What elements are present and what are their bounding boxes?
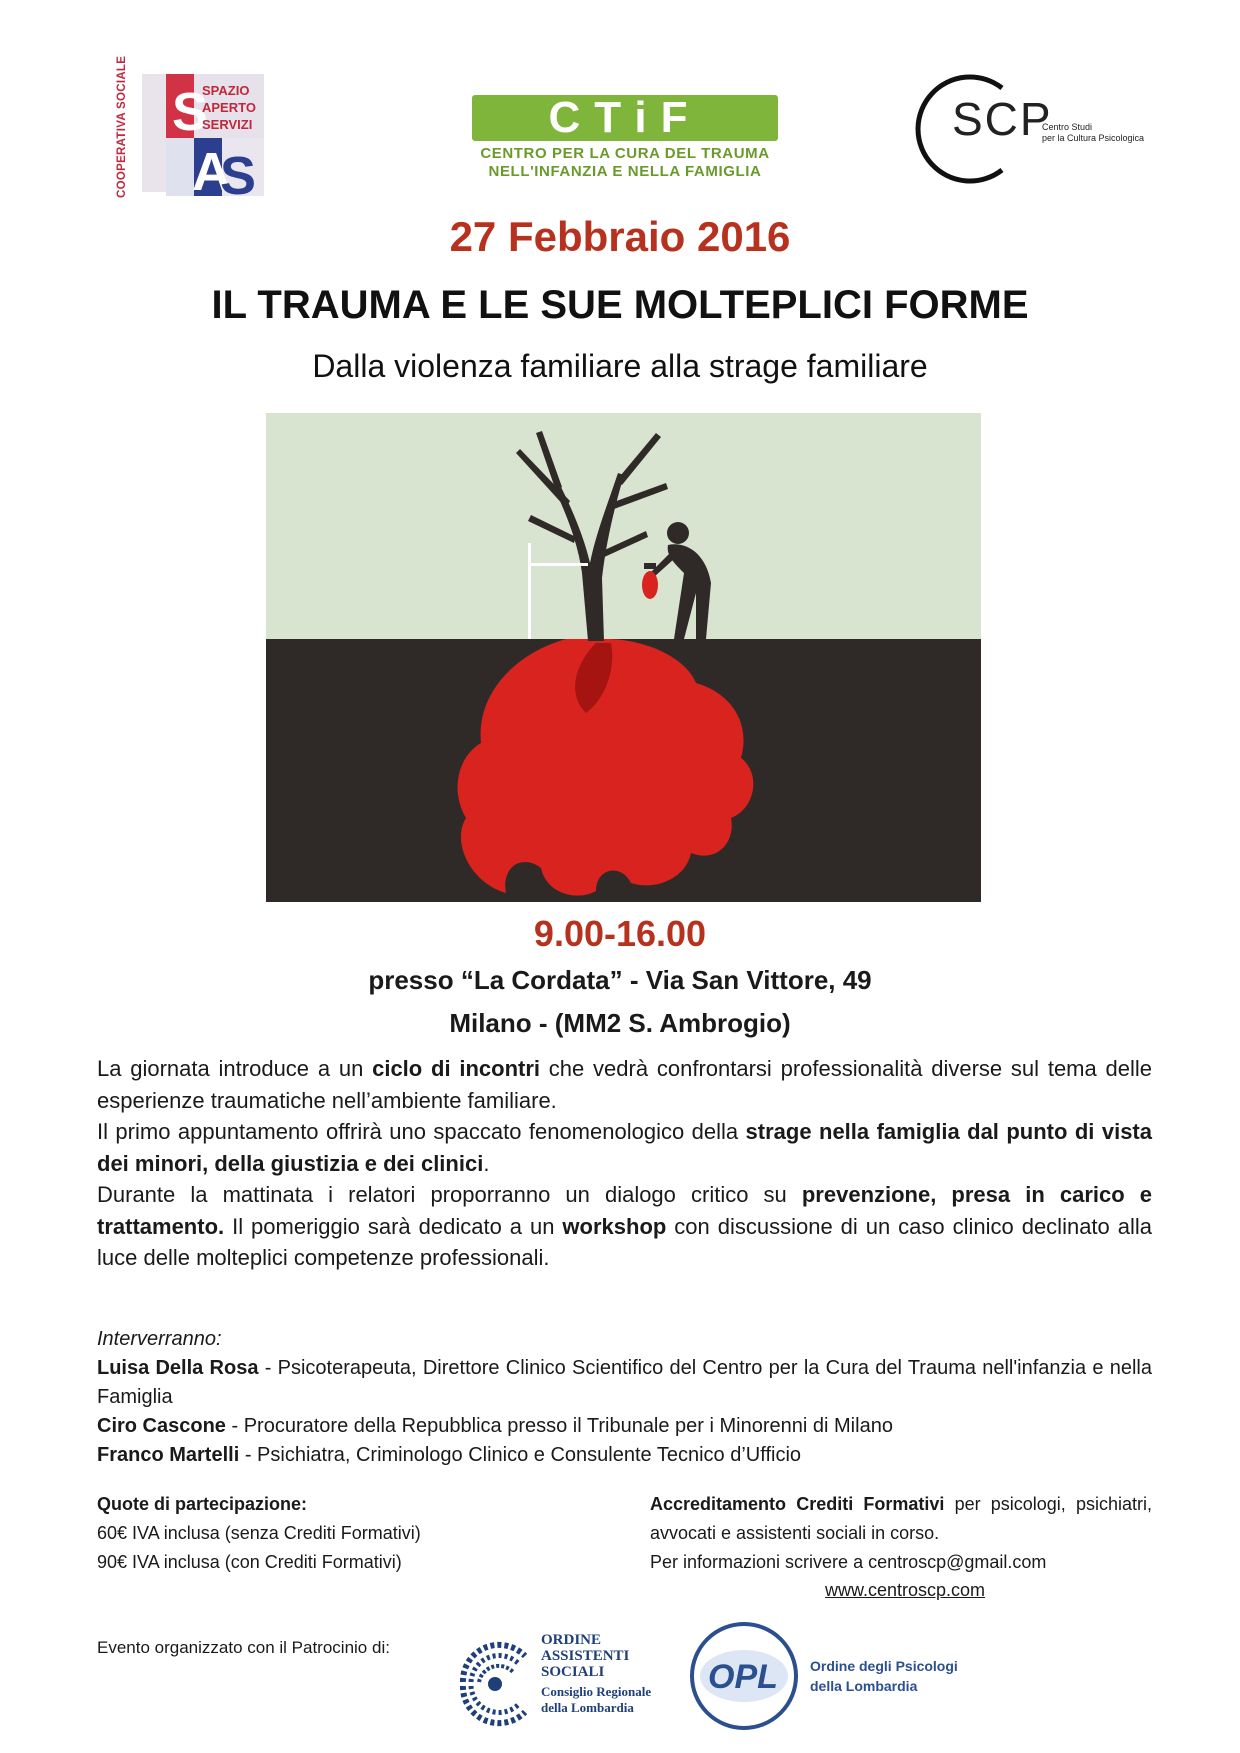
intro-p1-b: ciclo di incontri: [372, 1056, 541, 1081]
ctif-logo: [472, 95, 778, 180]
speakers-list: [97, 1325, 1152, 1470]
opl-line1: Ordine degli Psicologi: [810, 1658, 958, 1674]
sas-word-3: SERVIZI: [202, 117, 253, 132]
svg-text:A: A: [192, 142, 231, 200]
intro-p2-b: strage nella famiglia dal punto di vista dei minori, della giustizia e dei clinici: [97, 1119, 1152, 1176]
opl-logo: [688, 1620, 978, 1732]
intro-p3-d: workshop: [562, 1213, 667, 1239]
oas-line2: ASSISTENTI: [541, 1648, 630, 1664]
speakers-heading: Interverranno:: [97, 1328, 222, 1350]
cscp-sub-line1: Centro Studi: [1042, 122, 1093, 132]
sas-logo: [116, 55, 268, 200]
fee-line-2: 90€ IVA inclusa (con Crediti Formativi): [97, 1552, 402, 1572]
event-date: 27 Febbraio 2016: [449, 213, 791, 260]
opl-emblem-icon: [688, 1620, 800, 1732]
oas-text: [541, 1632, 651, 1716]
oas-line5: della Lombardia: [541, 1700, 634, 1715]
opl-text: [810, 1656, 958, 1696]
cscp-subtitle: [1042, 122, 1144, 144]
sas-vertical-text: COOPERATIVA SOCIALE: [116, 55, 128, 198]
ctif-line1: CENTRO PER LA CURA DEL TRAUMA: [480, 145, 770, 162]
fees-heading: Quote di partecipazione:: [97, 1494, 308, 1514]
accreditation-bold: Accreditamento Crediti Formativi: [650, 1494, 945, 1514]
speaker-role: - Procuratore della Repubblica presso il Tribunale per i Minorenni di Milano: [225, 1415, 893, 1437]
accreditation-desc: per psicologi, psichiatri, avvocati e assistenti sociali in corso.: [650, 1494, 1152, 1543]
oas-line4: Consiglio Regionale: [541, 1684, 652, 1699]
speaker-item: [97, 1441, 1152, 1470]
website-link[interactable]: www.centroscp.com: [825, 1580, 986, 1600]
speaker-item: [97, 1412, 1152, 1441]
accreditation-text: [650, 1490, 1152, 1548]
accreditation-block: [650, 1490, 1152, 1577]
opl-line2: della Lombardia: [810, 1678, 918, 1694]
speaker-role: - Psicoterapeuta, Direttore Clinico Scientifico del Centro per la Cura del Trauma nell'infanzia e nella Famiglia: [97, 1357, 1152, 1408]
intro-p3-e: con discussione di un caso clinico declinato alla luce delle molteplici competenze professionali.: [97, 1213, 1152, 1270]
speaker-name: Luisa Della Rosa: [97, 1357, 259, 1379]
oas-logo: [455, 1630, 685, 1730]
page-subtitle: Dalla violenza familiare alla strage familiare: [312, 348, 928, 384]
cscp-letters: SCP: [952, 93, 1053, 145]
intro-p2-a: Il primo appuntamento offrirà uno spaccato fenomenologico della: [97, 1119, 746, 1144]
cscp-sub-line2: per la Cultura Psicologica: [1042, 133, 1145, 143]
oas-line1: ORDINE: [541, 1632, 602, 1648]
intro-p3-b: prevenzione, presa in carico e trattamento.: [97, 1182, 1152, 1239]
intro-p3-c: Il pomeriggio sarà dedicato a un: [224, 1213, 563, 1239]
tree-fire-illustration: [266, 413, 981, 902]
svg-text:S: S: [172, 82, 209, 142]
speaker-item: [97, 1354, 1152, 1412]
fees-block: [97, 1490, 597, 1577]
speaker-name: Ciro Cascone: [97, 1415, 226, 1437]
oas-emblem-icon: [455, 1634, 535, 1730]
page-title: IL TRAUMA E LE SUE MOLTEPLICI FORME: [211, 283, 1029, 327]
fee-line-1: 60€ IVA inclusa (senza Crediti Formativi): [97, 1523, 421, 1543]
ctif-line2: NELL'INFANZIA E NELLA FAMIGLIA: [488, 163, 762, 180]
ctif-letters: CTiF: [472, 95, 778, 141]
oas-line3: SOCIALI: [541, 1664, 605, 1680]
speaker-name: Franco Martelli: [97, 1444, 240, 1466]
intro-text: [97, 1053, 1152, 1274]
intro-p1-a: La giornata introduce a un: [97, 1056, 373, 1081]
intro-p3-a: Durante la mattinata i relatori proporranno un dialogo critico su: [97, 1182, 802, 1207]
svg-text:S: S: [220, 146, 257, 200]
illustration-graphic: [266, 413, 981, 902]
venue-address: presso “La Cordata” - Via San Vittore, 49: [368, 965, 872, 995]
patronage-text: Evento organizzato con il Patrocinio di:: [97, 1638, 390, 1657]
intro-p1-c: che vedrà confrontarsi professionalità diverse sul tema delle esperienze traumatiche nell’ambiente familiare.: [97, 1056, 1153, 1113]
sas-word-2: APERTO: [202, 100, 256, 115]
contact-info: Per informazioni scrivere a centroscp@gmail.com: [650, 1552, 1047, 1572]
speaker-role: - Psichiatra, Criminologo Clinico e Consulente Tecnico d’Ufficio: [239, 1444, 802, 1466]
event-time: 9.00-16.00: [533, 913, 707, 954]
venue-city: Milano - (MM2 S. Ambrogio): [449, 1008, 791, 1038]
sas-words: [202, 82, 256, 133]
opl-letters: OPL: [708, 1658, 778, 1696]
intro-p2-c: .: [483, 1150, 490, 1176]
cscp-logo: [898, 66, 1158, 192]
sas-word-1: SPAZIO: [202, 83, 250, 98]
